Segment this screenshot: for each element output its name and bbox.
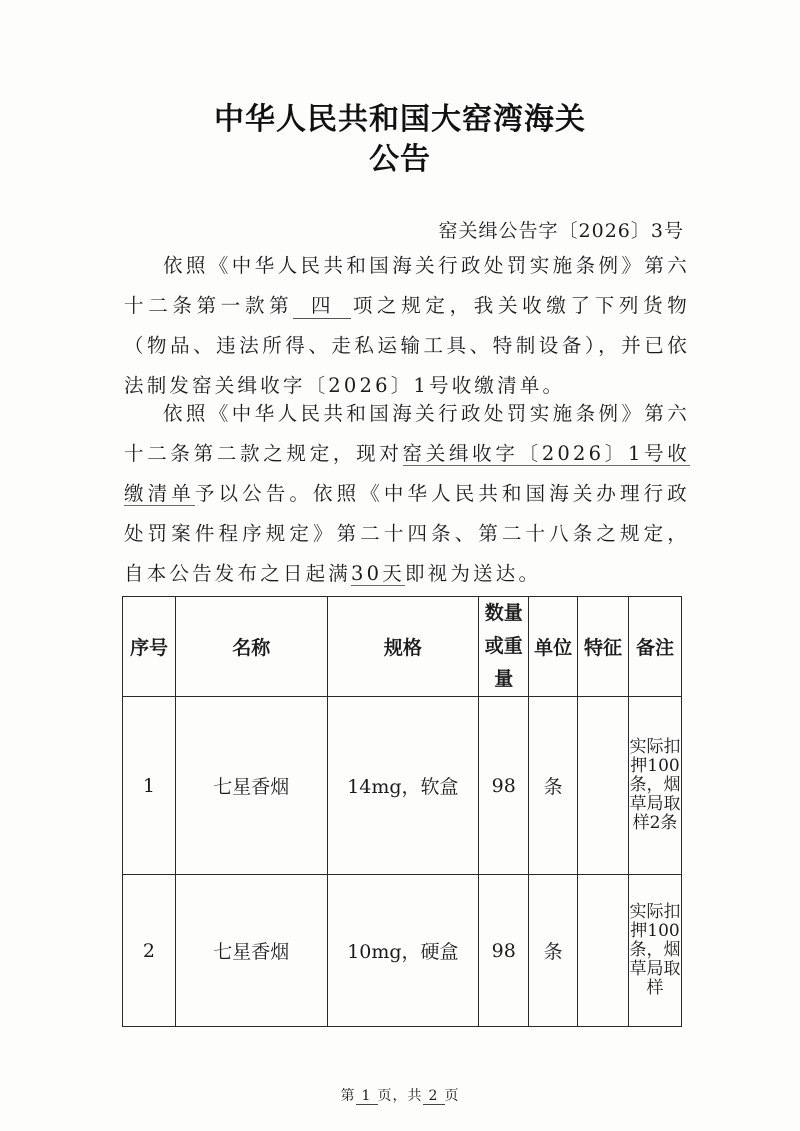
page-footer [0, 1085, 800, 1105]
cell-spec: 14mg，软盒 [327, 697, 479, 875]
footer-suffix: 页 [444, 1088, 460, 1104]
header-remark: 备注 [629, 597, 682, 697]
cell-seq: 1 [123, 697, 176, 875]
footer-prefix: 第 [340, 1088, 356, 1104]
footer-page-number: 1 [356, 1088, 378, 1105]
document-title: 中华人民共和国大窑湾海关 [214, 102, 586, 137]
document-number: 窑关缉公告字〔2026〕3号 [438, 220, 684, 242]
p2-text-a: 依照《中华人民共和国海关行政处罚实施条例》第六十二条第二款之规定，现对 [124, 402, 690, 465]
cell-name: 七星香烟 [175, 697, 327, 875]
paragraph-2 [124, 394, 690, 594]
goods-table [122, 596, 682, 1027]
p1-text-after: 项之规定，我关收缴了下列货物（物品、违法所得、走私运输工具、特制设备），并已依法制发窑关缉收字〔2026〕1号收缴清单。 [124, 294, 690, 397]
footer-mid: 页，共 [377, 1088, 423, 1104]
header-qty-line1: 数量 [484, 602, 523, 624]
p2-text-c: 即视为送达。 [404, 562, 542, 585]
header-qty [479, 597, 529, 697]
paragraph-1 [124, 246, 690, 406]
p1-text-before: 依照《中华人民共和国海关行政处罚实施条例》第六十二条第一款第 [124, 254, 690, 317]
cell-qty: 98 [479, 697, 529, 875]
cell-remark: 实际扣押100条，烟草局取样 [629, 875, 682, 1027]
header-spec: 规格 [327, 597, 479, 697]
document-subtitle: 公告 [369, 142, 431, 177]
header-unit: 单位 [529, 597, 578, 697]
p2-text-b: 予以公告。依照《中华人民共和国海关办理行政处罚案件程序规定》第二十四条、第二十八条之规定，自本公告发布之日起满 [124, 482, 690, 585]
cell-name: 七星香烟 [175, 875, 327, 1027]
header-name: 名称 [175, 597, 327, 697]
cell-unit: 条 [529, 697, 578, 875]
table-row [123, 875, 682, 1027]
cell-unit: 条 [529, 875, 578, 1027]
table-header-row [123, 597, 682, 697]
cell-remark: 实际扣押100条，烟草局取样2条 [629, 697, 682, 875]
cell-seq: 2 [123, 875, 176, 1027]
cell-qty: 98 [479, 875, 529, 1027]
footer-total-pages: 2 [423, 1088, 445, 1105]
p1-fill-item: 四 [293, 294, 351, 319]
p2-underlined-list-number: 窑关缉收字〔2026〕1号收缴清单 [124, 442, 690, 505]
header-qty-line3: 量 [494, 668, 514, 690]
header-seq: 序号 [123, 597, 176, 697]
header-qty-line2: 或重 [484, 635, 523, 657]
header-feature: 特征 [578, 597, 629, 697]
cell-feature [578, 875, 629, 1027]
cell-feature [578, 697, 629, 875]
table-row [123, 697, 682, 875]
p2-underlined-days: 30天 [351, 562, 405, 585]
cell-spec: 10mg，硬盒 [327, 875, 479, 1027]
